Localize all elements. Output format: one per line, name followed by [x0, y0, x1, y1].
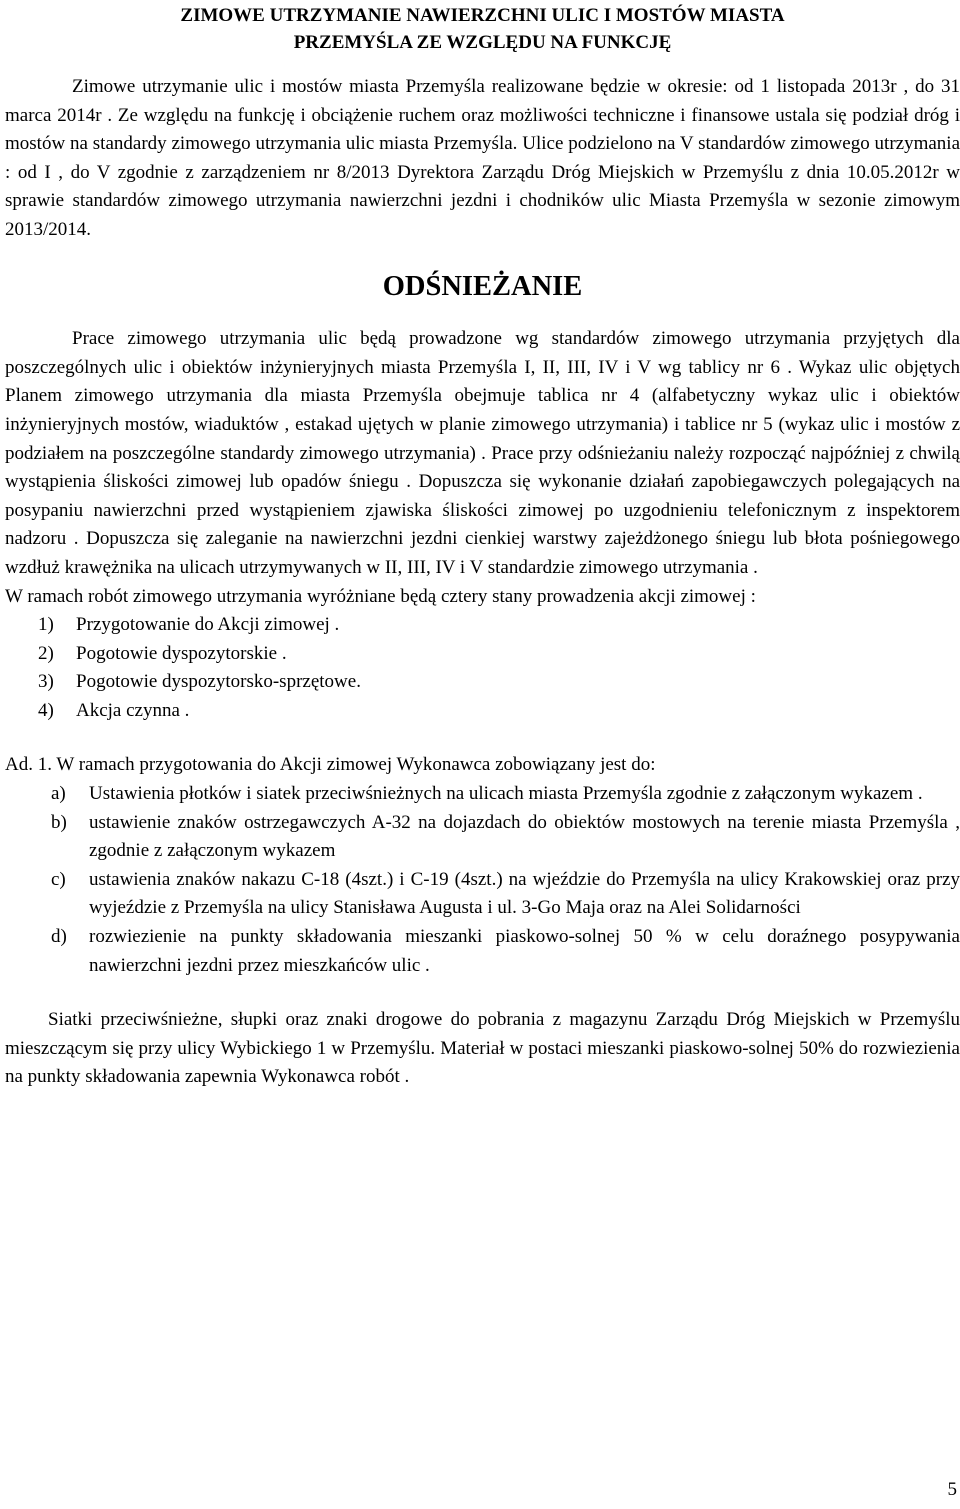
list-item-number: 4)	[38, 699, 54, 721]
title-line-1: ZIMOWE UTRZYMANIE NAWIERZCHNI ULIC I MOSTÓW MIASTA	[180, 5, 785, 26]
stages-intro: W ramach robót zimowego utrzymania wyróżniane będą cztery stany prowadzenia akcji zimowej :	[5, 585, 756, 607]
title-line-2: PRZEMYŚLA ZE WZGLĘDU NA FUNKCJĘ	[293, 32, 672, 53]
list-item-letter: b)	[51, 811, 67, 833]
list-item-text: Akcja czynna .	[76, 699, 190, 721]
list-item-text: Pogotowie dyspozytorsko-sprzętowe.	[76, 671, 361, 693]
prace-paragraph: Prace zimowego utrzymania ulic będą prowadzone wg standardów zimowego utrzymania przyjętych dla poszczególnych ulic i obiektów inżynieryjnych miasta Przemyśla I, II, III, IV i V wg tablicy nr 6 . Wykaz ulic objętych Planem zimowego utrzymania dla miasta Przemyśla obejmuje tablica nr 4 (alfabetyczny wykaz ulic i obiektów inżynieryjnych mostów, wiaduktów , estakad ujętych w planie zimowego utrzymania) i tablice nr 5 (wykaz ulic i mostów z podziałem na poszczególne standardy zimowego utrzymania) . Prace przy odśnieżaniu należy rozpocząć najpóźniej z chwilą wystąpienia śliskości zimowej lub opadów śniegu . Dopuszcza się wykonanie działań zapobiegawczych polegających na posypaniu nawierzchni przed wystąpieniem zjawiska śliskości zimowej po uzgodnieniu telefonicznym z inspektorem nadzoru . Dopuszcza się zaleganie na nawierzchni jezdni cienkiej warstwy zajeżdżonego śniegu lub błota pośniegowego wzdłuż krawężnika na ulicach utrzymywanych w II, III, IV i V standardzie zimowego utrzymania .	[5, 328, 960, 578]
document-title	[5, 2, 960, 56]
list-item	[38, 697, 960, 726]
list-item-text: Ustawienia płotków i siatek przeciwśnieżnych na ulicach miasta Przemyśla zgodnie z załączonym wykazem .	[89, 783, 923, 805]
ad-1-intro: Ad. 1. W ramach przygotowania do Akcji zimowej Wykonawca zobowiązany jest do:	[5, 754, 656, 776]
list-item-text: ustawienie znaków ostrzegawczych A-32 na dojazdach do obiektów mostowych na terenie miasta Przemyśla , zgodnie z załączonym wykazem	[89, 811, 960, 862]
stages-list	[5, 611, 960, 725]
list-item	[51, 780, 960, 809]
list-item-letter: a)	[51, 783, 66, 805]
page-number: 5	[947, 1479, 957, 1500]
list-item-number: 3)	[38, 671, 54, 693]
tasks-list	[5, 780, 960, 980]
list-item-text: Pogotowie dyspozytorskie .	[76, 642, 287, 664]
list-item	[51, 809, 960, 866]
list-item-number: 1)	[38, 614, 54, 636]
list-item-letter: d)	[51, 926, 67, 948]
intro-paragraph: Zimowe utrzymanie ulic i mostów miasta Przemyśla realizowane będzie w okresie: od 1 listopada 2013r , do 31 marca 2014r . Ze względu na funkcję i obciążenie ruchem oraz możliwości techniczne i finansowe ustala się podział dróg i mostów na standardy zimowego utrzymania ulic miasta Przemyśla. Ulice podzielono na V standardów zimowego utrzymania : od I , do V zgodnie z zarządzeniem nr 8/2013 Dyrektora Zarządu Dróg Miejskich w Przemyślu z dnia 10.05.2012r w sprawie standardów zimowego utrzymania nawierzchni jezdni i chodników ulic Miasta Przemyśla w sezonie zimowym 2013/2014.	[5, 76, 960, 240]
document-page	[5, 2, 960, 1092]
list-item	[38, 668, 960, 697]
list-item-text: ustawienia znaków nakazu C-18 (4szt.) i C-19 (4szt.) na wjeździe do Przemyśla na ulicy Krakowskiej oraz przy wyjeździe z Przemyśla na ulicy Stanisława Augusta i ul. 3-Go Maja oraz na Alei Solidarności	[89, 868, 960, 919]
list-item-text: Przygotowanie do Akcji zimowej .	[76, 614, 340, 636]
list-item	[51, 866, 960, 923]
closing-paragraph: Siatki przeciwśnieżne, słupki oraz znaki drogowe do pobrania z magazynu Zarządu Dróg Miejskich w Przemyślu mieszczącym się przy ulicy Wybickiego 1 w Przemyślu. Materiał w postaci mieszanki piaskowo-solnej 50% do rozwiezienia na punkty składowania zapewnia Wykonawca robót .	[5, 1009, 960, 1088]
list-item-number: 2)	[38, 642, 54, 664]
list-item	[38, 640, 960, 669]
list-item	[38, 611, 960, 640]
list-item-letter: c)	[51, 868, 66, 890]
section-heading-odsniezanie: ODŚNIEŻANIE	[382, 270, 583, 302]
list-item-text: rozwiezienie na punkty składowania mieszanki piaskowo-solnej 50 % w celu doraźnego posypywania nawierzchni jezdni przez mieszkańców ulic .	[89, 926, 960, 976]
list-item	[51, 923, 960, 980]
